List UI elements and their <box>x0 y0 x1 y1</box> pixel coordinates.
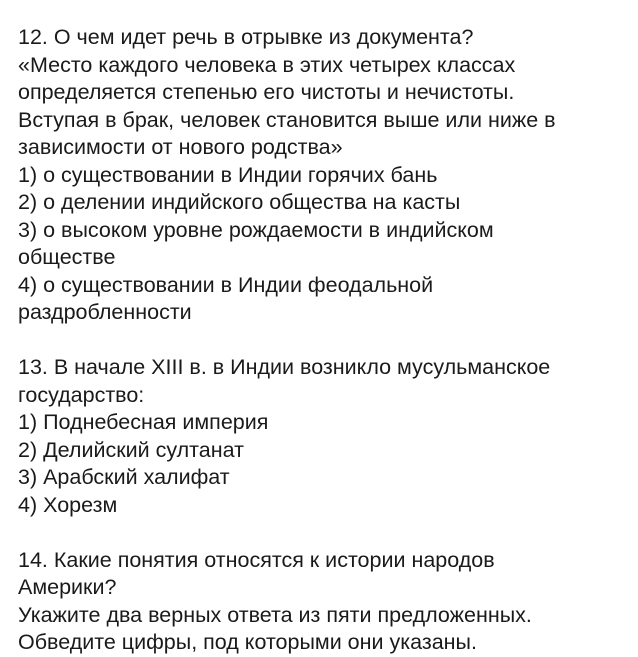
question-14-instruction-line: Укажите два верных ответа из пяти предложенных. <box>18 602 532 627</box>
question-12-quote-line: определяется степенью его чистоты и нечистоты. <box>18 80 515 104</box>
question-13-option-3: 3) Арабский халифат <box>18 465 230 489</box>
question-14 <box>18 547 633 657</box>
question-13-option-1: 1) Поднебесная империя <box>18 410 269 434</box>
question-13 <box>18 354 633 519</box>
question-13-option-2: 2) Делийский султанат <box>18 437 244 462</box>
document-page <box>18 24 633 657</box>
question-12-option-3-continued: обществе <box>18 245 116 269</box>
question-12-text-line: 12. О чем идет речь в отрывке из документа? <box>18 25 474 49</box>
question-12-option-4: 4) о существовании в Индии феодальной <box>18 272 434 297</box>
question-13-option-4: 4) Хорезм <box>18 492 118 517</box>
question-12-quote-line: зависимости от нового родства» <box>18 135 343 159</box>
question-14-text-line: 14. Какие понятия относятся к истории народов <box>18 547 495 572</box>
question-12-option-1: 1) о существовании в Индии горячих бань <box>18 162 438 187</box>
question-12-quote-line: «Место каждого человека в этих четырех классах <box>18 52 516 77</box>
spacer <box>18 519 633 547</box>
question-13-text-line: государство: <box>18 382 145 407</box>
question-12-quote-line: Вступая в брак, человек становится выше или ниже в <box>18 107 556 132</box>
question-12-option-3: 3) о высоком уровне рождаемости в индийском <box>18 217 494 242</box>
question-13-text-line: 13. В начале XIII в. в Индии возникло мусульманское <box>18 355 551 379</box>
spacer <box>18 327 633 355</box>
question-12-option-2: 2) о делении индийского общества на касты <box>18 190 461 214</box>
question-12 <box>18 24 633 327</box>
question-12-option-4-continued: раздробленности <box>18 300 192 324</box>
question-14-instruction-line: Обведите цифры, под которыми они указаны. <box>18 630 477 654</box>
question-14-text-line: Америки? <box>18 575 117 599</box>
